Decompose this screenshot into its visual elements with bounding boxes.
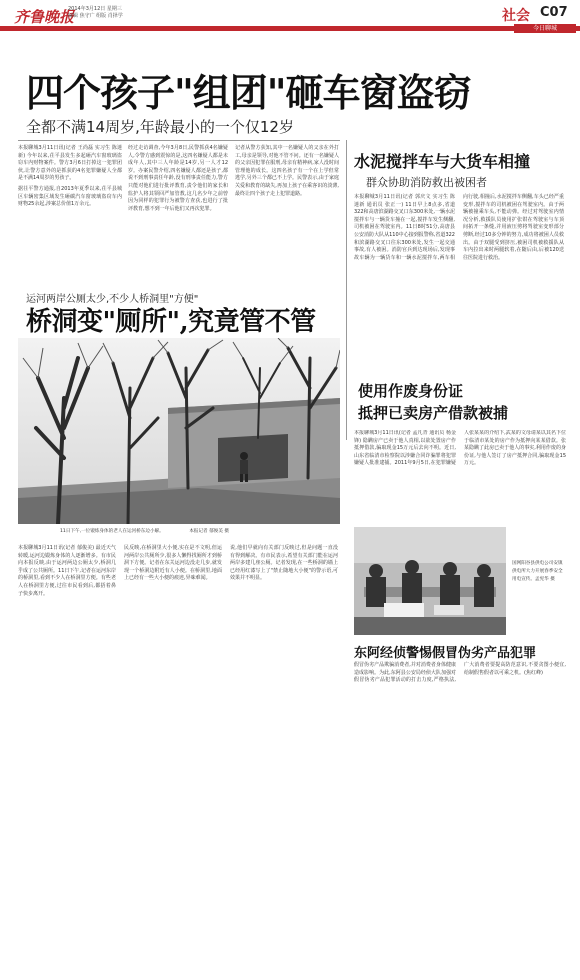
story3-column-3: 说,他们早就向有关部门反映过,但是问题一直没有得到解决。有市民表示,希望有关部门能在运河两岸多建几座公厕。记者发现,在一些桥洞的墙上已经用红漆写上了"禁止随地大小便"的警示语,可效果并不明显。 xyxy=(230,545,338,582)
story4-body xyxy=(354,430,566,522)
story3-kicker: 运河两岸公厕太少,不少人桥洞里"方便" xyxy=(26,294,199,305)
story2-subhead: 群众协助消防救出被困者 xyxy=(366,176,487,189)
photo-caption-text: 11日下午,一位锻炼身体的老人在运河桥东边小解。 xyxy=(60,529,164,534)
story5-photo-caption: 国网阳谷县供电公司安镇供电所大力开展春季安全用电宣传。孟宪华 摄 xyxy=(512,561,563,582)
story3-photo-caption xyxy=(60,528,340,535)
header-rule xyxy=(0,26,580,31)
divider xyxy=(18,140,340,141)
column-divider xyxy=(346,140,347,440)
story3-column-2: 民反映,在桥洞里大小便,实在是不文明,但运河两岸公共厕所少,很多人懒得找厕所才到桥洞下方便。记者在东关运河边没走几步,就发现一个桥洞边附近有人小便。在桥洞里,地面上已经有一些大小便的痕迹,异味难闻。 xyxy=(124,545,222,582)
story2-headline: 水泥搅拌车与大货车相撞 xyxy=(354,152,531,171)
page-number: C07 xyxy=(540,5,568,20)
issue-date: 2014年3月12日 星期三 xyxy=(68,6,122,12)
story1-text-1: 据茌平警方通报,自2013年夏季以来,茌平县城区车辆密集区域发生砸碳汽车窗玻璃盗窃车内财物25余起,涉案总价值1万余元。 xyxy=(18,185,122,208)
story1-column-2: 经过走访调查,今年3月8日,民警抓获4名嫌疑人,令警方感到震惊的是,这四名嫌疑人都是未成年人,其中三人年龄是14岁,另一人才12岁。办案民警介绍,四名嫌疑人都还是孩子,都说不到刑事责任年龄,没有刑事责任能力,警方只能对他们进行批评教育,责令他们的家长和监护人将其领回严加管教,这几名少年之前曾因为同样的犯罪行为被警方查获,也进行了批评教育,想不到一年后他们又再次犯罪。 xyxy=(128,145,228,212)
story3-column-1: 本报聊城3月11日讯(记者 郁俊美) 最近天气转暖,运河边锻炼身体的人逐渐增多。有市民向本报反映,由于运河两边公厕太少,桥洞几乎成了公共厕所。11日下午,记者在运河东岸的桥洞里,看到不少人在桥洞里方便。有些老人在桥洞里方便,过往市民看到后,都捂着鼻子快步离开。 xyxy=(18,545,116,597)
story4-headline-2: 抵押已卖房产借款被捕 xyxy=(358,404,509,422)
editor-credits: 编辑 焦守广 组版 肖择学 xyxy=(68,13,123,19)
story1-subhead: 全都不满14周岁,年龄最小的一个仅12岁 xyxy=(26,118,294,136)
photo-credit: 本报记者 郁俊美 摄 xyxy=(189,529,229,534)
bridge-photo-image xyxy=(18,338,340,524)
story5-body xyxy=(354,662,566,708)
story1-headline: 四个孩子"组团"砸车窗盗窃 xyxy=(26,70,471,115)
section-title: 社会 xyxy=(502,8,530,24)
newspaper-logo: 齐鲁晚报 xyxy=(14,8,75,26)
story3-headline: 桥洞变"厕所",究竟管不管 xyxy=(26,307,316,337)
story1-lead: 本报聊城3月11日讯(记者 王尚磊 实习生 陈迷新) 今年以来,茌平县发生多起砸汽车窗玻璃盗窃车内财物案件。警方3月6日打掉这一犯罪团伙,让警方意外的是抓获的4名犯罪嫌疑人全都是不满14周岁的男孩子。 xyxy=(18,145,122,182)
story4-headline-1: 使用作废身份证 xyxy=(358,382,464,400)
safety-photo xyxy=(354,527,506,635)
story1-column-3: 记者从警方获知,其中一名嫌疑人的父亲在外打工,母亲是领导,对他不管不问。还有一名嫌疑人的父亲因犯罪在服刑,母亲有精神病,家人没时间管理他的成长。这四名孩子有一个在上学但常逃学,另外三个都已不上学。民警表示,由于家庭关爱和教育的缺失,再加上孩子在乘客识的淡薄,最终让四个孩子走上犯罪道路。 xyxy=(235,145,339,197)
header-meta xyxy=(68,6,123,20)
story5-text: 假冒伪劣产品欺骗消费者,并对消费者身体健康造成影响。为此,东阿县公安局经侦大队加强对假冒伪劣产品犯罪活动的打击力度,严格执法,广大消费者要提高防范意识,不要贪图小便宜,给制假售假者以可乘之机。(焦红峰) xyxy=(354,662,566,684)
story4-text: 本报聊城3月11日讯(记者 孟凡青 通讯员 杨金锋) 隐瞒房产已卖于他人真相,以欲处置房产作抵押借款,骗取现金15万元后去向不明。近日,山东省临清市检察院以涉嫌合同诈骗罪将犯罪嫌疑人批准逮捕。2011年9月5日,在犯罪嫌疑人张某某的介绍下,武某的文母请某以其名下位于临清市某处的房产作为抵押向某某借款。张某隐瞒了此房已卖于他人的事实,利用作废的身份证,与他人签订了房产抵押合同,骗取现金15万元。 xyxy=(354,430,566,467)
safety-photo-image xyxy=(354,527,506,635)
story5-headline: 东阿经侦警惕假冒伪劣产品犯罪 xyxy=(354,646,537,661)
subsection-tag: 今日聊城 xyxy=(514,24,576,33)
story1-column-1 xyxy=(18,145,122,209)
story2-body xyxy=(354,194,564,344)
story2-text: 本报聊城3月11日讯(记者 郭庆文 实习生 陈迷新 通讯员 张正一) 11日早上8点多,省道322和高唐滨湖路交叉口东300米处,一辆水泥搅拌车与一辆货车撞在一起,搅拌车发生侧翻,司机被困在驾驶室内。11日8时51分,高唐县公安消防大队从110中心接到报警称,省道322和滨湖路交叉口往东300米处,发生一起交通事故,有人被困。消防官兵到达现场后,发现事故车辆为一辆货车和一辆水泥搅拌车,两车相向行驶,相撞后,水泥搅拌车侧翻,车头已经严重变形,搅拌车的司机被困在驾驶室内。由于两辆被撞乘车头,不能动弹。经过对驾驶室内情况分析,救援队员使用扩张钳在驾驶室与车顶间拓开一条缝,并用液压剪将驾驶室变形部分剪断,经过10多分钟的努力,成功将被困人员救出。由于双腿受到挤压,被困司机被救援队从车内拉出来时两腿软着,在随后由,后被120送往医院进行救治。 xyxy=(354,194,564,261)
bridge-photo xyxy=(18,338,340,524)
